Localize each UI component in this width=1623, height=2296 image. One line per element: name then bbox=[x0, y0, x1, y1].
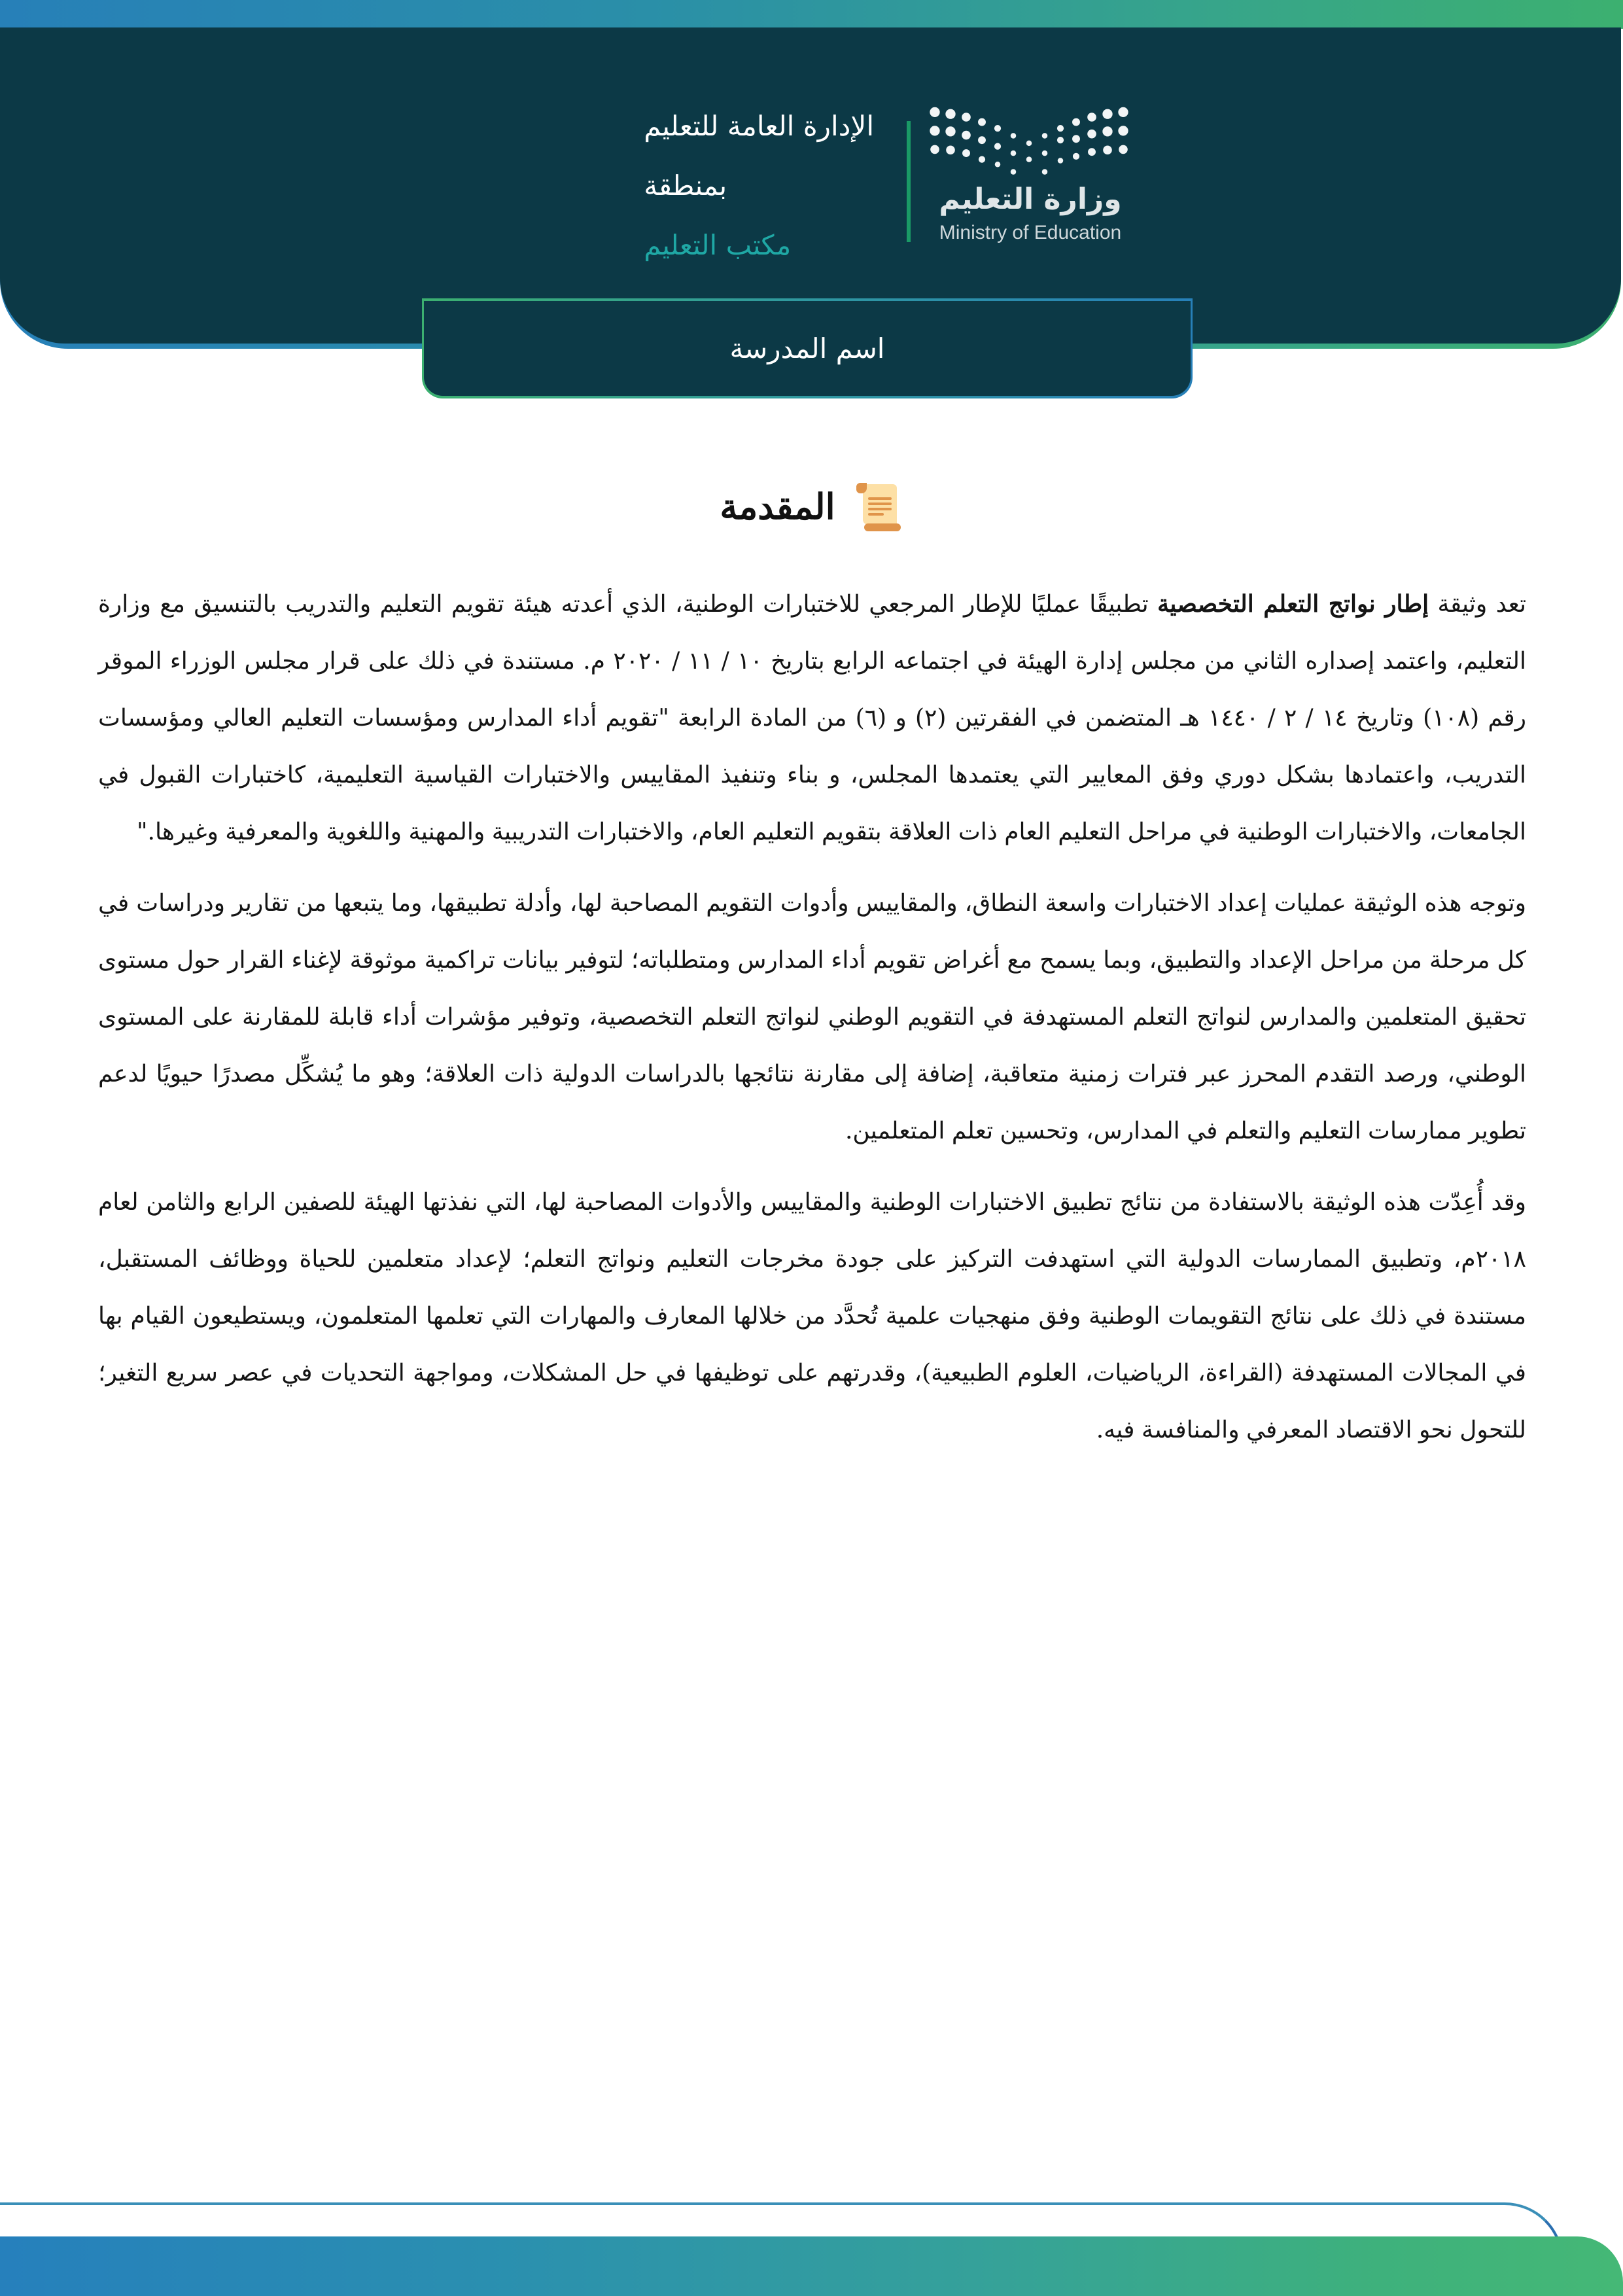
school-name-box bbox=[422, 298, 1193, 398]
paragraph-3: وقد أُعِدّت هذه الوثيقة بالاستفادة من نتائج تطبيق الاختبارات الوطنية والمقاييس والأدوات المصاحبة لها، التي نفذتها الهيئة للصفين الرابع والثامن لعام ٢٠١٨م، وتطبيق الممارسات الدولية التي استهدفت التركيز على جودة مخرجات التعليم ونواتج التعلم؛ لإعداد متعلمين للحياة ووظائف المستقبل، مستندة في ذلك على نتائج التقويمات الوطنية وفق منهجيات علمية تُحدَّد من خلالها المعارف والمهارات التي تعلمها المتعلمون، ويستطيعون القيام بها في المجالات المستهدفة (القراءة، الرياضيات، العلوم الطبيعية)، وقدرتهم على توظيفها في حل المشكلات، ومواجهة التحديات في عصر سريع التغير؛ للتحول نحو الاقتصاد المعرفي والمنافسة فيه. bbox=[98, 1189, 1527, 1443]
logo-dot bbox=[1042, 169, 1048, 175]
logo-dot bbox=[1042, 133, 1048, 139]
logo-dot bbox=[962, 113, 971, 122]
logo-dot bbox=[994, 125, 1001, 132]
logo-dot bbox=[1102, 109, 1112, 119]
logo-dot bbox=[1011, 169, 1017, 175]
top-gradient-band bbox=[0, 0, 1623, 29]
paragraph-1-pre: تعد وثيقة bbox=[1429, 591, 1526, 618]
header-text-block bbox=[644, 108, 874, 264]
logo-dot bbox=[1118, 126, 1128, 135]
logo-dot bbox=[1057, 125, 1064, 132]
logo-dot bbox=[930, 126, 939, 135]
logo-dot bbox=[1072, 135, 1080, 143]
logo-dot bbox=[962, 149, 970, 157]
body-content bbox=[98, 576, 1526, 1473]
logo-dot bbox=[962, 131, 971, 140]
logo-dot bbox=[1102, 126, 1112, 136]
logo-dot bbox=[930, 145, 939, 154]
logo-dot bbox=[1057, 137, 1064, 143]
section-heading bbox=[0, 479, 1623, 534]
school-name: اسم المدرسة bbox=[729, 332, 885, 364]
logo-dot bbox=[1073, 153, 1079, 160]
header-region: بمنطقة bbox=[644, 169, 727, 202]
header-education-office: مكتب التعليم bbox=[644, 229, 792, 261]
logo-dot bbox=[1119, 145, 1128, 154]
logo-arabic-text: وزارة التعليم bbox=[939, 183, 1122, 216]
logo-dot bbox=[1011, 133, 1017, 139]
logo-dot bbox=[1011, 150, 1017, 156]
logo-dot bbox=[1103, 146, 1112, 155]
logo-dot bbox=[978, 136, 986, 144]
logo-dot bbox=[1118, 107, 1128, 117]
logo-dot bbox=[945, 109, 955, 119]
header-general-directorate: الإدارة العامة للتعليم bbox=[644, 110, 874, 142]
ministry-logo bbox=[926, 105, 1135, 245]
paragraph-1-bold-lead: إطار نواتج التعلم التخصصية bbox=[1157, 590, 1429, 618]
logo-dot bbox=[1087, 113, 1096, 122]
logo-dot bbox=[946, 146, 955, 155]
ministry-dots-icon bbox=[926, 105, 1135, 177]
logo-dot bbox=[1042, 150, 1048, 156]
logo-dot bbox=[979, 156, 985, 163]
logo-dot bbox=[994, 143, 1001, 150]
logo-dot bbox=[1088, 148, 1096, 156]
logo-dot bbox=[1087, 130, 1096, 139]
school-name-box-inner bbox=[424, 301, 1191, 396]
paragraph-1-text: تطبيقًا عمليًا للإطار المرجعي للاختبارات الوطنية، الذي أعدته هيئة تقويم التعليم والتدريب بالتنسيق مع وزارة التعليم، واعتمد إصداره الثاني من مجلس إدارة الهيئة في اجتماعه الرابع بتاريخ ١٠ / ١١ / ٢٠٢٠ م. مستندة في ذلك على قرار مجلس الوزراء الموقر رقم (١٠٨) وتاريخ ١٤ / ٢ / ١٤٤٠ هـ المتضمن في الفقرتين (٢) و (٦) من المادة الرابعة "تقويم أداء المدارس ومؤسسات التعليم العالي ومؤسسات التدريب، واعتمادها بشكل دوري وفق المعايير التي يعتمدها المجلس، و بناء وتنفيذ المقاييس والاختبارات القياسية التعليمية، كاختبارات القبول في الجامعات، والاختبارات الوطنية في مراحل التعليم العام ذات العلاقة بتقويم التعليم العام، والاختبارات التدريبية والمهنية واللغوية والمعرفية وغيرها." bbox=[98, 591, 1527, 845]
logo-dot bbox=[978, 118, 986, 126]
logo-divider bbox=[907, 121, 911, 242]
logo-dot bbox=[1072, 118, 1080, 126]
logo-dot bbox=[1026, 141, 1032, 147]
logo-dot bbox=[945, 126, 955, 136]
logo-dot bbox=[1026, 156, 1032, 162]
scroll-icon bbox=[848, 479, 903, 534]
section-title: المقدمة bbox=[720, 486, 835, 527]
footer-gradient-band bbox=[0, 2236, 1623, 2296]
logo-dot bbox=[995, 162, 1001, 168]
logo-dot bbox=[1058, 158, 1064, 164]
logo-dot bbox=[930, 107, 939, 117]
logo-english-text: Ministry of Education bbox=[939, 222, 1122, 243]
paragraph-2: وتوجه هذه الوثيقة عمليات إعداد الاختبارات واسعة النطاق، والمقاييس وأدوات التقويم المصاحبة لها، وأدلة تطبيقها، وما يتبعها من تقارير ودراسات في كل مرحلة من مراحل الإعداد والتطبيق، وبما يسمح مع أغراض تقويم أداء المدارس ومتطلباته؛ لتوفير بيانات تراكمية موثوقة لإغناء القرار حول مستوى تحقيق المتعلمين والمدارس لنواتج التعلم المستهدفة في التقويم الوطني لنواتج التعلم التخصصية، وتوفير مؤشرات أداء قابلة للمقارنة على المستوى الوطني، ورصد التقدم المحرز عبر فترات زمنية متعاقبة، إضافة إلى مقارنة نتائجها بالدراسات الدولية ذات العلاقة؛ وهو ما يُشكِّل مصدرًا حيويًا لدعم تطوير ممارسات التعليم والتعلم في المدارس، وتحسين تعلم المتعلمين. bbox=[98, 890, 1526, 1144]
paragraph-1 bbox=[98, 576, 1526, 860]
